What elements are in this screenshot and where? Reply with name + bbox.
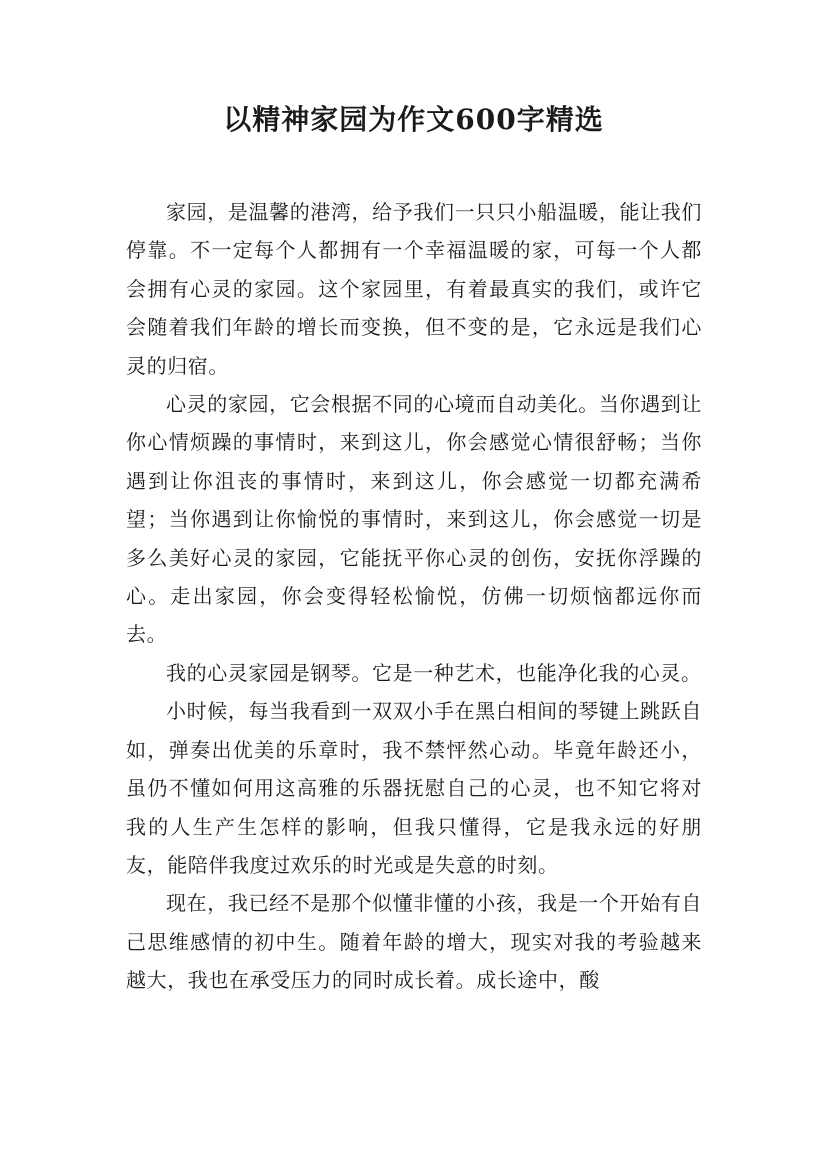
paragraph: 家园，是温馨的港湾，给予我们一只只小船温暖，能让我们停靠。不一定每个人都拥有一个幸福温暖的家，可每一个人都会拥有心灵的家园。这个家园里，有着最真实的我们，或许它会随着我们年龄的增长而变换，但不变的是，它永远是我们心灵的归宿。 bbox=[126, 200, 702, 378]
document-title: 以精神家园为作文600字精选 bbox=[223, 103, 604, 136]
paragraph: 心灵的家园，它会根据不同的心境而自动美化。当你遇到让你心情烦躁的事情时，来到这儿，你会感觉心情很舒畅；当你遇到让你沮丧的事情时，来到这儿，你会感觉一切都充满希望；当你遇到让你愉悦的事情时，来到这儿，你会感觉一切是多么美好心灵的家园，它能抚平你心灵的创伤，安抚你浮躁的心。走出家园，你会变得轻松愉悦，仿佛一切烦恼都远你而去。 bbox=[126, 392, 702, 647]
paragraph: 小时候，每当我看到一双双小手在黑白相间的琴键上跳跃自如，弹奏出优美的乐章时，我不禁怦然心动。毕竟年龄还小，虽仍不懂如何用这高雅的乐器抚慰自己的心灵，也不知它将对我的人生产生怎样的影响，但我只懂得，它是我永远的好朋友，能陪伴我度过欢乐的时光或是失意的时刻。 bbox=[126, 699, 702, 877]
paragraph: 我的心灵家园是钢琴。它是一种艺术，也能净化我的心灵。 bbox=[166, 660, 702, 685]
paragraph: 现在，我已经不是那个似懂非懂的小孩，我是一个开始有自己思维感情的初中生。随着年龄的增大，现实对我的考验越来越大，我也在承受压力的同时成长着。成长途中，酸 bbox=[126, 891, 702, 993]
document-body bbox=[126, 193, 702, 1000]
